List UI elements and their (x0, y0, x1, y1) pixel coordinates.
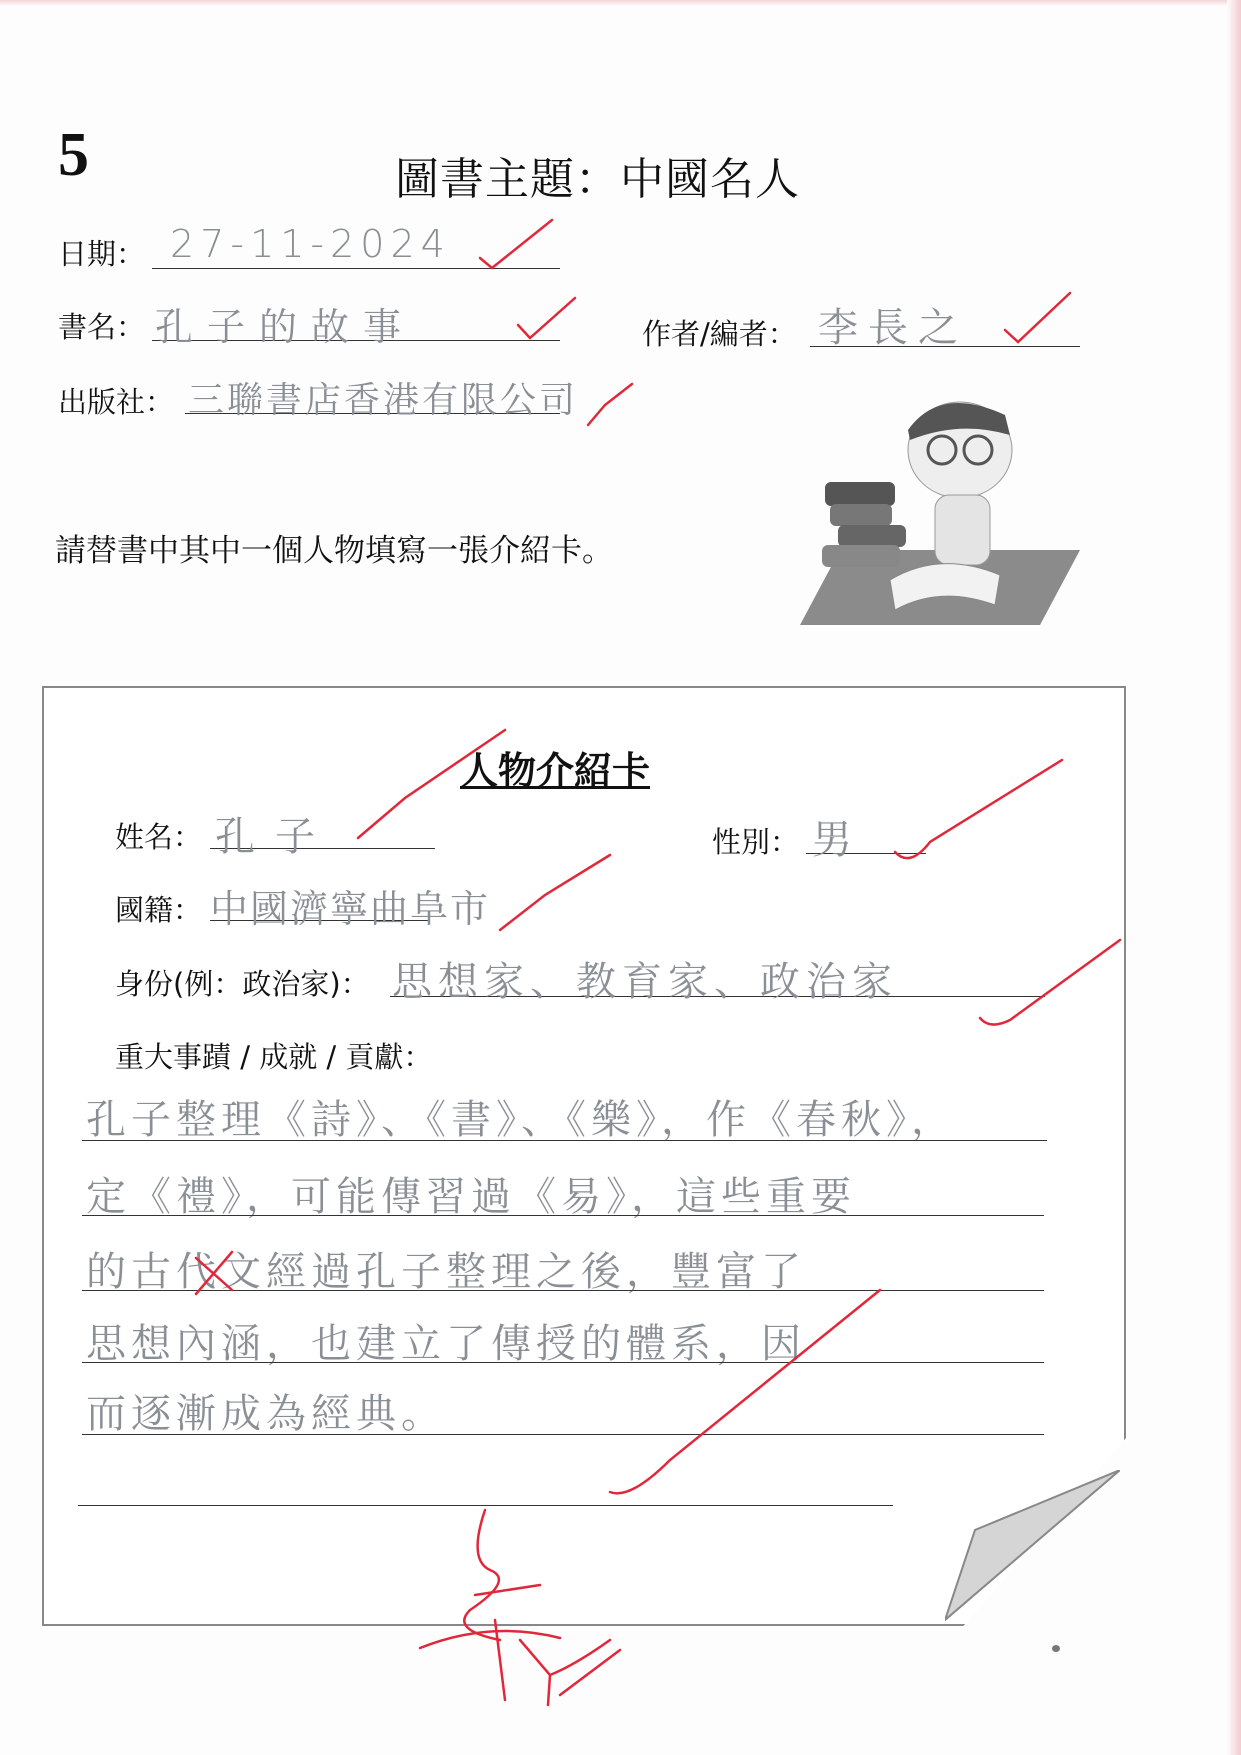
achievement-underline-5 (82, 1434, 1044, 1435)
name-value[interactable]: 孔子 (215, 814, 335, 860)
check-mark-book (518, 298, 575, 338)
achievement-line-5[interactable]: 而逐漸成為經典。 (86, 1391, 446, 1437)
card-title: 人物介紹卡 (460, 749, 651, 793)
book-value[interactable]: 孔子的故事 (155, 305, 416, 349)
page-title: 圖書主題：中國名人 (395, 154, 800, 205)
achievement-line-4[interactable]: 思想內涵，也建立了傳授的體系，因 (86, 1321, 806, 1367)
page-right-edge (1227, 0, 1241, 1755)
publisher-value[interactable]: 三聯書店香港有限公司 (188, 380, 579, 421)
author-label: 作者/編者： (642, 317, 797, 351)
check-mark-date (480, 220, 552, 268)
check-mark-author (1005, 293, 1070, 342)
teacher-signature (410, 1500, 630, 1715)
instruction-text: 請替書中其中一個人物填寫一張介紹卡。 (55, 533, 613, 569)
reading-student-illustration (800, 380, 1090, 640)
card-curled-corner (945, 1470, 1120, 1625)
gender-label: 性別： (712, 825, 800, 859)
publisher-label: 出版社： (58, 385, 175, 419)
achievement-underline-2 (82, 1215, 1044, 1216)
identity-label: 身份(例：政治家)： (115, 967, 370, 1001)
date-value[interactable]: 27-11-2024 (170, 222, 451, 266)
date-underline (152, 268, 560, 269)
page-number: 5 (58, 121, 89, 189)
achievements-label: 重大事蹟 / 成就 / 貢獻： (115, 1040, 433, 1074)
achievement-line-2[interactable]: 定《禮》，可能傳習過《易》，這些重要 (86, 1174, 856, 1220)
achievement-underline-3 (82, 1290, 1044, 1291)
achievement-line-1[interactable]: 孔子整理《詩》、《書》、《樂》，作《春秋》， (86, 1097, 956, 1143)
date-label: 日期： (58, 237, 146, 271)
achievement-underline-4 (82, 1362, 1044, 1363)
name-label: 姓名： (115, 820, 203, 854)
author-value[interactable]: 李長之 (818, 305, 968, 351)
gender-value[interactable]: 男 (812, 817, 858, 863)
achievement-underline-1 (82, 1140, 1047, 1141)
nationality-value[interactable]: 中國濟寧曲阜市 (210, 887, 491, 931)
identity-value[interactable]: 思想家、教育家、政治家 (392, 959, 898, 1005)
page-top-edge (0, 0, 1241, 6)
achievement-line-3[interactable]: 的古代文經過孔子整理之後，豐富了 (86, 1249, 806, 1295)
book-label: 書名： (58, 310, 146, 344)
nationality-label: 國籍： (115, 893, 203, 927)
check-mark-publisher (588, 384, 632, 425)
ink-speck (1052, 1645, 1060, 1652)
